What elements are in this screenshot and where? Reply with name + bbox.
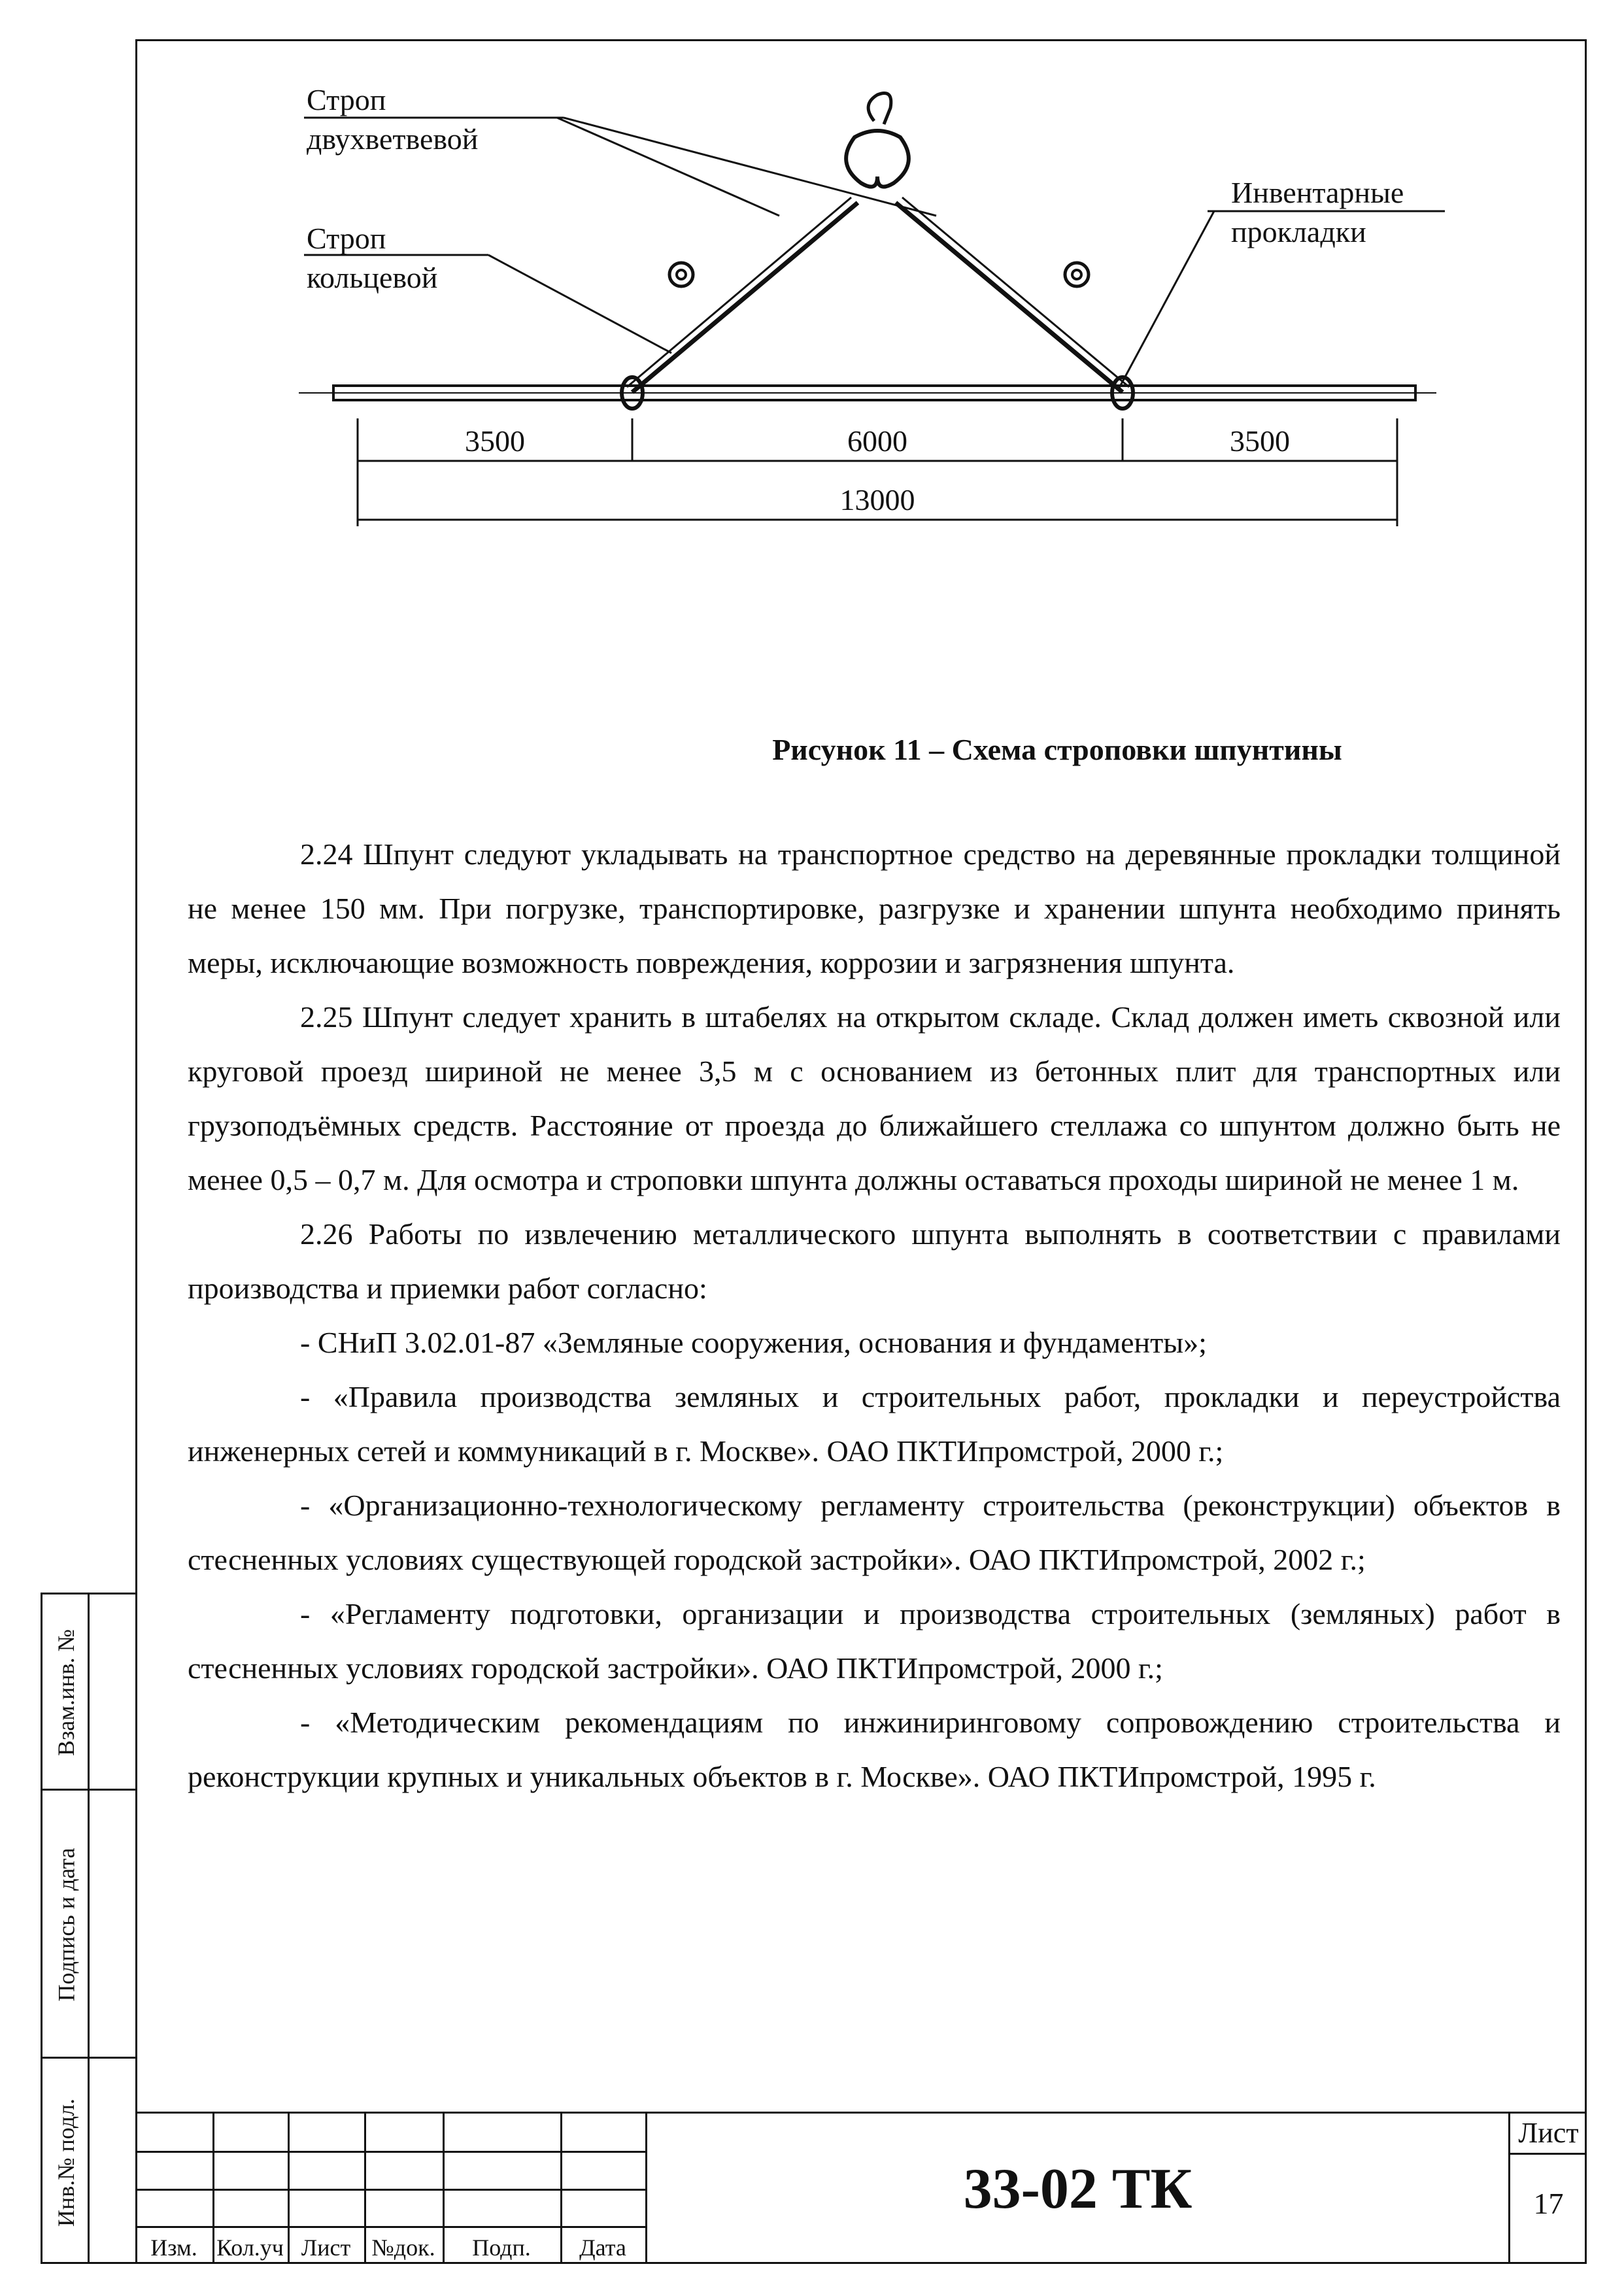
sling-rope-left <box>627 197 851 387</box>
header-data: Дата <box>579 2235 626 2261</box>
label-sling-two-branch-2: двухветвевой <box>307 122 479 156</box>
sling-rope-right <box>902 197 1129 387</box>
leader-pads <box>1119 211 1214 388</box>
sheet-box <box>1508 2114 1587 2264</box>
sling-leg-right <box>896 203 1123 392</box>
leader-ring <box>488 255 671 353</box>
list-item: - «Правила производства земляных и строительных работ, прокладки и переустройства инженерных сетей и коммуникаций в г. Москве». ОАО ПКТИпромстрой, 2000 г.; <box>188 1380 1561 1468</box>
dimension-right: 3500 <box>1230 424 1290 458</box>
figure-slinging-scheme <box>135 39 1587 726</box>
hook-icon <box>868 93 891 125</box>
side-stamp-inv: Инв.№ подл. <box>53 2098 79 2227</box>
list-item: - «Организационно-технологическому регламенту строительства (реконструкции) объектов в стесненных условиях существующей городской застройки». ОАО ПКТИпромстрой, 2002 г.; <box>188 1489 1561 1576</box>
paragraph: 2.24 Шпунт следуют укладывать на транспортное средство на деревянные прокладки толщиной не менее 150 мм. При погрузке, транспортировке, разгрузке и хранении шпунта необходимо принять меры, исключающие возможность повреждения, коррозии и загрязнения шпунта. <box>188 837 1561 979</box>
paragraph: 2.26 Работы по извлечению металлического шпунта выполнять в соответствии с правилами производства и приемки работ согласно: <box>188 1217 1561 1305</box>
header-kol-uch: Кол.уч <box>216 2235 284 2261</box>
header-podp: Подп. <box>472 2235 531 2261</box>
label-sling-ring-1: Строп <box>307 222 386 255</box>
figure-caption <box>135 732 1587 767</box>
header-n-dok: №док. <box>371 2235 435 2261</box>
figure-caption-text: Рисунок 11 – Схема строповки шпунтины <box>772 733 1342 766</box>
paragraph: 2.25 Шпунт следует хранить в штабелях на открытом складе. Склад должен иметь сквозной или круговой проезд шириной не менее 3,5 м с основанием из бетонных плит для транспортных или грузоподъёмных средств. Расстояние от проезда до ближайшего стеллажа со шпунтом должно быть не менее 0,5 – 0,7 м. Для осмотра и строповки шпунта должны оставаться проходы шириной не менее 1 м. <box>188 1000 1561 1196</box>
document-code: 33-02 ТК <box>645 2114 1508 2264</box>
sling-leg-left <box>632 203 858 392</box>
label-sling-two-branch-1: Строп <box>307 83 386 116</box>
sheet-label: Лист <box>1510 2114 1587 2155</box>
dimension-middle: 6000 <box>847 424 907 458</box>
list-item: - СНиП 3.02.01-87 «Земляные сооружения, основания и фундаменты»; <box>300 1326 1207 1359</box>
side-stamp <box>41 1593 135 2264</box>
list-item: - «Регламенту подготовки, организации и производства строительных (земляных) работ в стесненных условиях городской застройки». ОАО ПКТИпромстрой, 2000 г.; <box>188 1597 1561 1685</box>
header-izm: Изм. <box>150 2235 197 2261</box>
label-pads-2: прокладки <box>1231 215 1366 248</box>
clamp-right-icon <box>1065 263 1089 286</box>
side-stamp-vzam: Взам.инв. № <box>53 1629 79 1756</box>
title-block-grid <box>135 2114 645 2264</box>
title-block <box>135 2112 1587 2264</box>
body-text <box>188 827 1561 1804</box>
clamp-left-icon <box>669 263 693 286</box>
label-sling-ring-2: кольцевой <box>307 261 438 294</box>
header-list: Лист <box>301 2235 351 2261</box>
shackle-ring-icon <box>846 131 909 187</box>
side-stamp-podpis: Подпись и дата <box>53 1847 80 2002</box>
leader-two-branch-left <box>557 118 779 216</box>
sheet-number: 17 <box>1533 2187 1564 2220</box>
list-item: - «Методическим рекомендациям по инжиниринговому сопровождению строительства и реконструкции крупных и уникальных объектов в г. Москве». ОАО ПКТИпромстрой, 1995 г. <box>188 1706 1561 1793</box>
dimension-total: 13000 <box>839 483 915 516</box>
label-pads-1: Инвентарные <box>1231 176 1404 209</box>
dimension-left: 3500 <box>465 424 525 458</box>
